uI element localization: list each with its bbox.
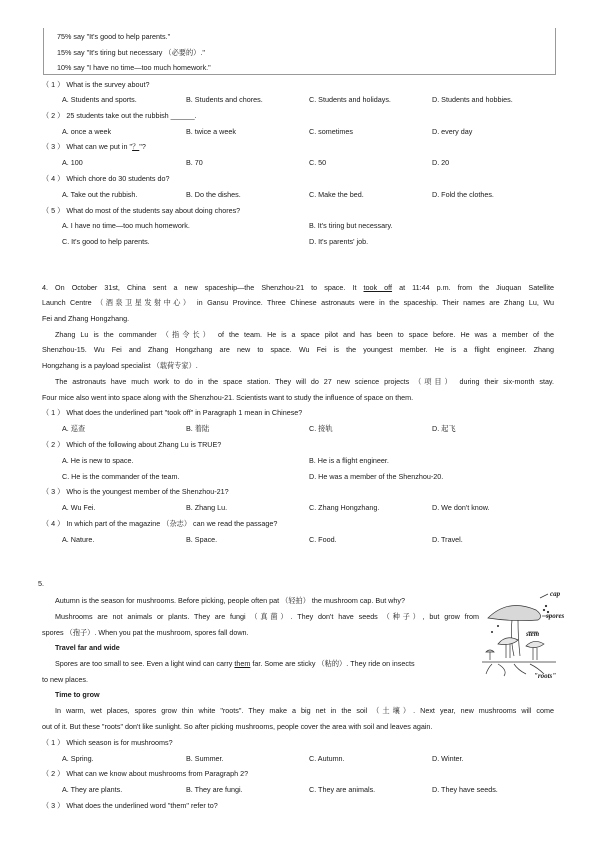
question-stem [42,520,277,527]
option-a: A. 巡查 [62,424,86,433]
question-stem [42,81,149,88]
passage-number: 5. [38,579,44,588]
underlined-phrase: took off [363,283,393,292]
figure-label-cap: cap [550,590,561,598]
question-stem [42,488,229,495]
question-text: What does the underlined word "them" refer to? [66,801,218,810]
option-b: B. It's tiring but necessary. [309,221,393,230]
question-text: In which part of the magazine （杂志） can we read the passage? [66,519,278,528]
question-number: （ 4 ） [42,519,65,528]
option-a: A. Spring. [62,754,94,763]
option-d: D. Fold the clothes. [432,190,494,199]
question-text: Which chore do 30 students do? [66,174,170,183]
option-d: D. We don't know. [432,503,490,512]
question-stem [42,739,173,746]
passage-text: 4. On October 31st, China sent a new spaceship—the Shenzhou-21 to space. It [42,283,357,292]
option-a: A. They are plants. [62,785,123,794]
question-text: What is the survey about? [66,80,150,89]
question-text: Which season is for mushrooms? [66,738,173,747]
question-number: （ 3 ） [42,142,65,151]
option-c: C. 接轨 [309,424,333,433]
figure-label-spores: spores [546,612,565,620]
passage-line [55,660,415,667]
option-b: B. Zhang Lu. [186,503,228,512]
option-c: C. It's good to help parents. [62,237,150,246]
question-number: （ 2 ） [42,440,65,449]
option-c: C. Food. [309,535,337,544]
question-number: （ 2 ） [42,769,65,778]
passage-line: Launch Centre （酒泉卫星发射中心） in Gansu Province. Three Chinese astronauts were in the spaceship. Their names are Zhang Lu, Wu [42,298,554,307]
passage-line: Hongzhang is a payload specialist （载荷专家）. [42,361,198,370]
option-d: D. Students and hobbies. [432,95,513,104]
option-a: A. once a week [62,127,112,136]
passage-line: spores （孢子）. When you pat the mushroom, spores fall down. [42,628,249,637]
option-b: B. 70 [186,158,203,167]
option-d: D. every day [432,127,473,136]
option-c: C. Make the bed. [309,190,364,199]
question-stem [42,441,221,448]
passage-line: out of it. But these "roots" don't like sunlight. So after picking mushrooms, people cover the area with soil and leaves again. [42,722,433,731]
option-a: A. Nature. [62,535,95,544]
option-a: A. 100 [62,158,83,167]
question-number: （ 1 ） [42,80,65,89]
question-stem [42,112,197,119]
option-b: B. Space. [186,535,218,544]
option-b: B. Summer. [186,754,224,763]
option-b: B. twice a week [186,127,236,136]
passage-text: far. Some are sticky （粘的）. They ride on insects [252,659,415,668]
option-b: B. 着陆 [186,424,210,433]
passage-line: Mushrooms are not animals or plants. They are fungi （真菌）. They don't have seeds （种子）, but grow from [55,612,479,621]
option-c: C. They are animals. [309,785,376,794]
option-b: B. He is a flight engineer. [309,456,389,465]
figure-label-roots: "roots" [534,672,557,680]
passage-line: Shenzhou-15. Wu Fei and Zhang Hongzhang are new to space. Wu Fei is the youngest member. He is a flight engineer. Zhang [42,345,554,354]
option-d: D. 起飞 [432,424,456,433]
survey-line: 75% say "It's good to help parents." [57,32,171,41]
question-number: （ 1 ） [42,408,65,417]
option-c: C. Zhang Hongzhang. [309,503,380,512]
passage-line: Zhang Lu is the commander （指令长） of the team. He is a space pilot and has been to space before. He was a member of the [55,330,554,339]
question-text: What can we put in " [66,142,133,151]
option-c: C. Students and holidays. [309,95,391,104]
option-b: B. Students and chores. [186,95,263,104]
passage-line: Autumn is the season for mushrooms. Before picking, people often pat （轻拍） the mushroom cap. But why? [55,596,405,605]
option-b: B. Do the dishes. [186,190,241,199]
passage-text: Spores are too small to see. Even a light wind can carry [55,659,233,668]
mushroom-illustration [478,588,568,680]
option-d: D. Winter. [432,754,464,763]
question-stem [42,409,302,416]
question-number: （ 3 ） [42,487,65,496]
question-text-end: "? [139,142,146,151]
question-text: Who is the youngest member of the Shenzhou-21? [66,487,229,496]
question-number: （ 5 ） [42,206,65,215]
question-text: Which of the following about Zhang Lu is TRUE? [66,440,222,449]
passage-line: Fei and Zhang Hongzhang. [42,314,130,323]
option-a: A. I have no time—too much homework. [62,221,190,230]
option-d: D. It's parents' job. [309,237,369,246]
passage-line [42,284,554,291]
question-blank: ？ [132,142,140,151]
option-c: C. He is the commander of the team. [62,472,180,481]
option-d: D. 20 [432,158,450,167]
passage-line: In warm, wet places, spores grow thin white "roots". They make a big net in the soil （土壤）. Next year, new mushrooms will come [55,706,554,715]
passage-line: Four mice also went into space along with the Shenzhou-21. Scientists want to study the influence of space on them. [42,393,414,402]
question-stem [42,770,248,777]
figure-label-stem: stem [526,630,540,638]
question-text: 25 students take out the rubbish ______. [66,111,197,120]
option-d: D. Travel. [432,535,463,544]
option-a: A. Take out the rubbish. [62,190,138,199]
passage-line: to new places. [42,675,88,684]
question-stem [42,802,218,809]
passage-text: at 11:44 p.m. from the Jiuquan Satellite [399,283,554,292]
question-number: （ 4 ） [42,174,65,183]
option-a: A. Students and sports. [62,95,137,104]
question-text: What do most of the students say about doing chores? [66,206,241,215]
option-b: B. They are fungi. [186,785,243,794]
question-number: （ 3 ） [42,801,65,810]
question-text: What can we know about mushrooms from Paragraph 2? [66,769,249,778]
option-a: A. He is new to space. [62,456,134,465]
question-stem [42,207,240,214]
survey-line: 15% say "It's tiring but necessary （必要的）." [57,48,205,57]
option-a: A. Wu Fei. [62,503,96,512]
section-heading: Time to grow [55,690,100,699]
option-c: C. sometimes [309,127,353,136]
question-text: What does the underlined part "took off" in Paragraph 1 mean in Chinese? [66,408,303,417]
question-stem [42,143,146,150]
survey-line: 10% say "I have no time—too much homework." [57,63,211,72]
passage-line: The astronauts have much work to do in the space station. They will do 27 new science projects （项目） during their six-month stay. [55,377,554,386]
underlined-word: them [234,659,251,668]
section-heading: Travel far and wide [55,643,120,652]
option-d: D. He was a member of the Shenzhou-20. [309,472,444,481]
question-number: （ 2 ） [42,111,65,120]
option-d: D. They have seeds. [432,785,498,794]
question-number: （ 1 ） [42,738,65,747]
question-stem [42,175,169,182]
option-c: C. 50 [309,158,327,167]
option-c: C. Autumn. [309,754,345,763]
